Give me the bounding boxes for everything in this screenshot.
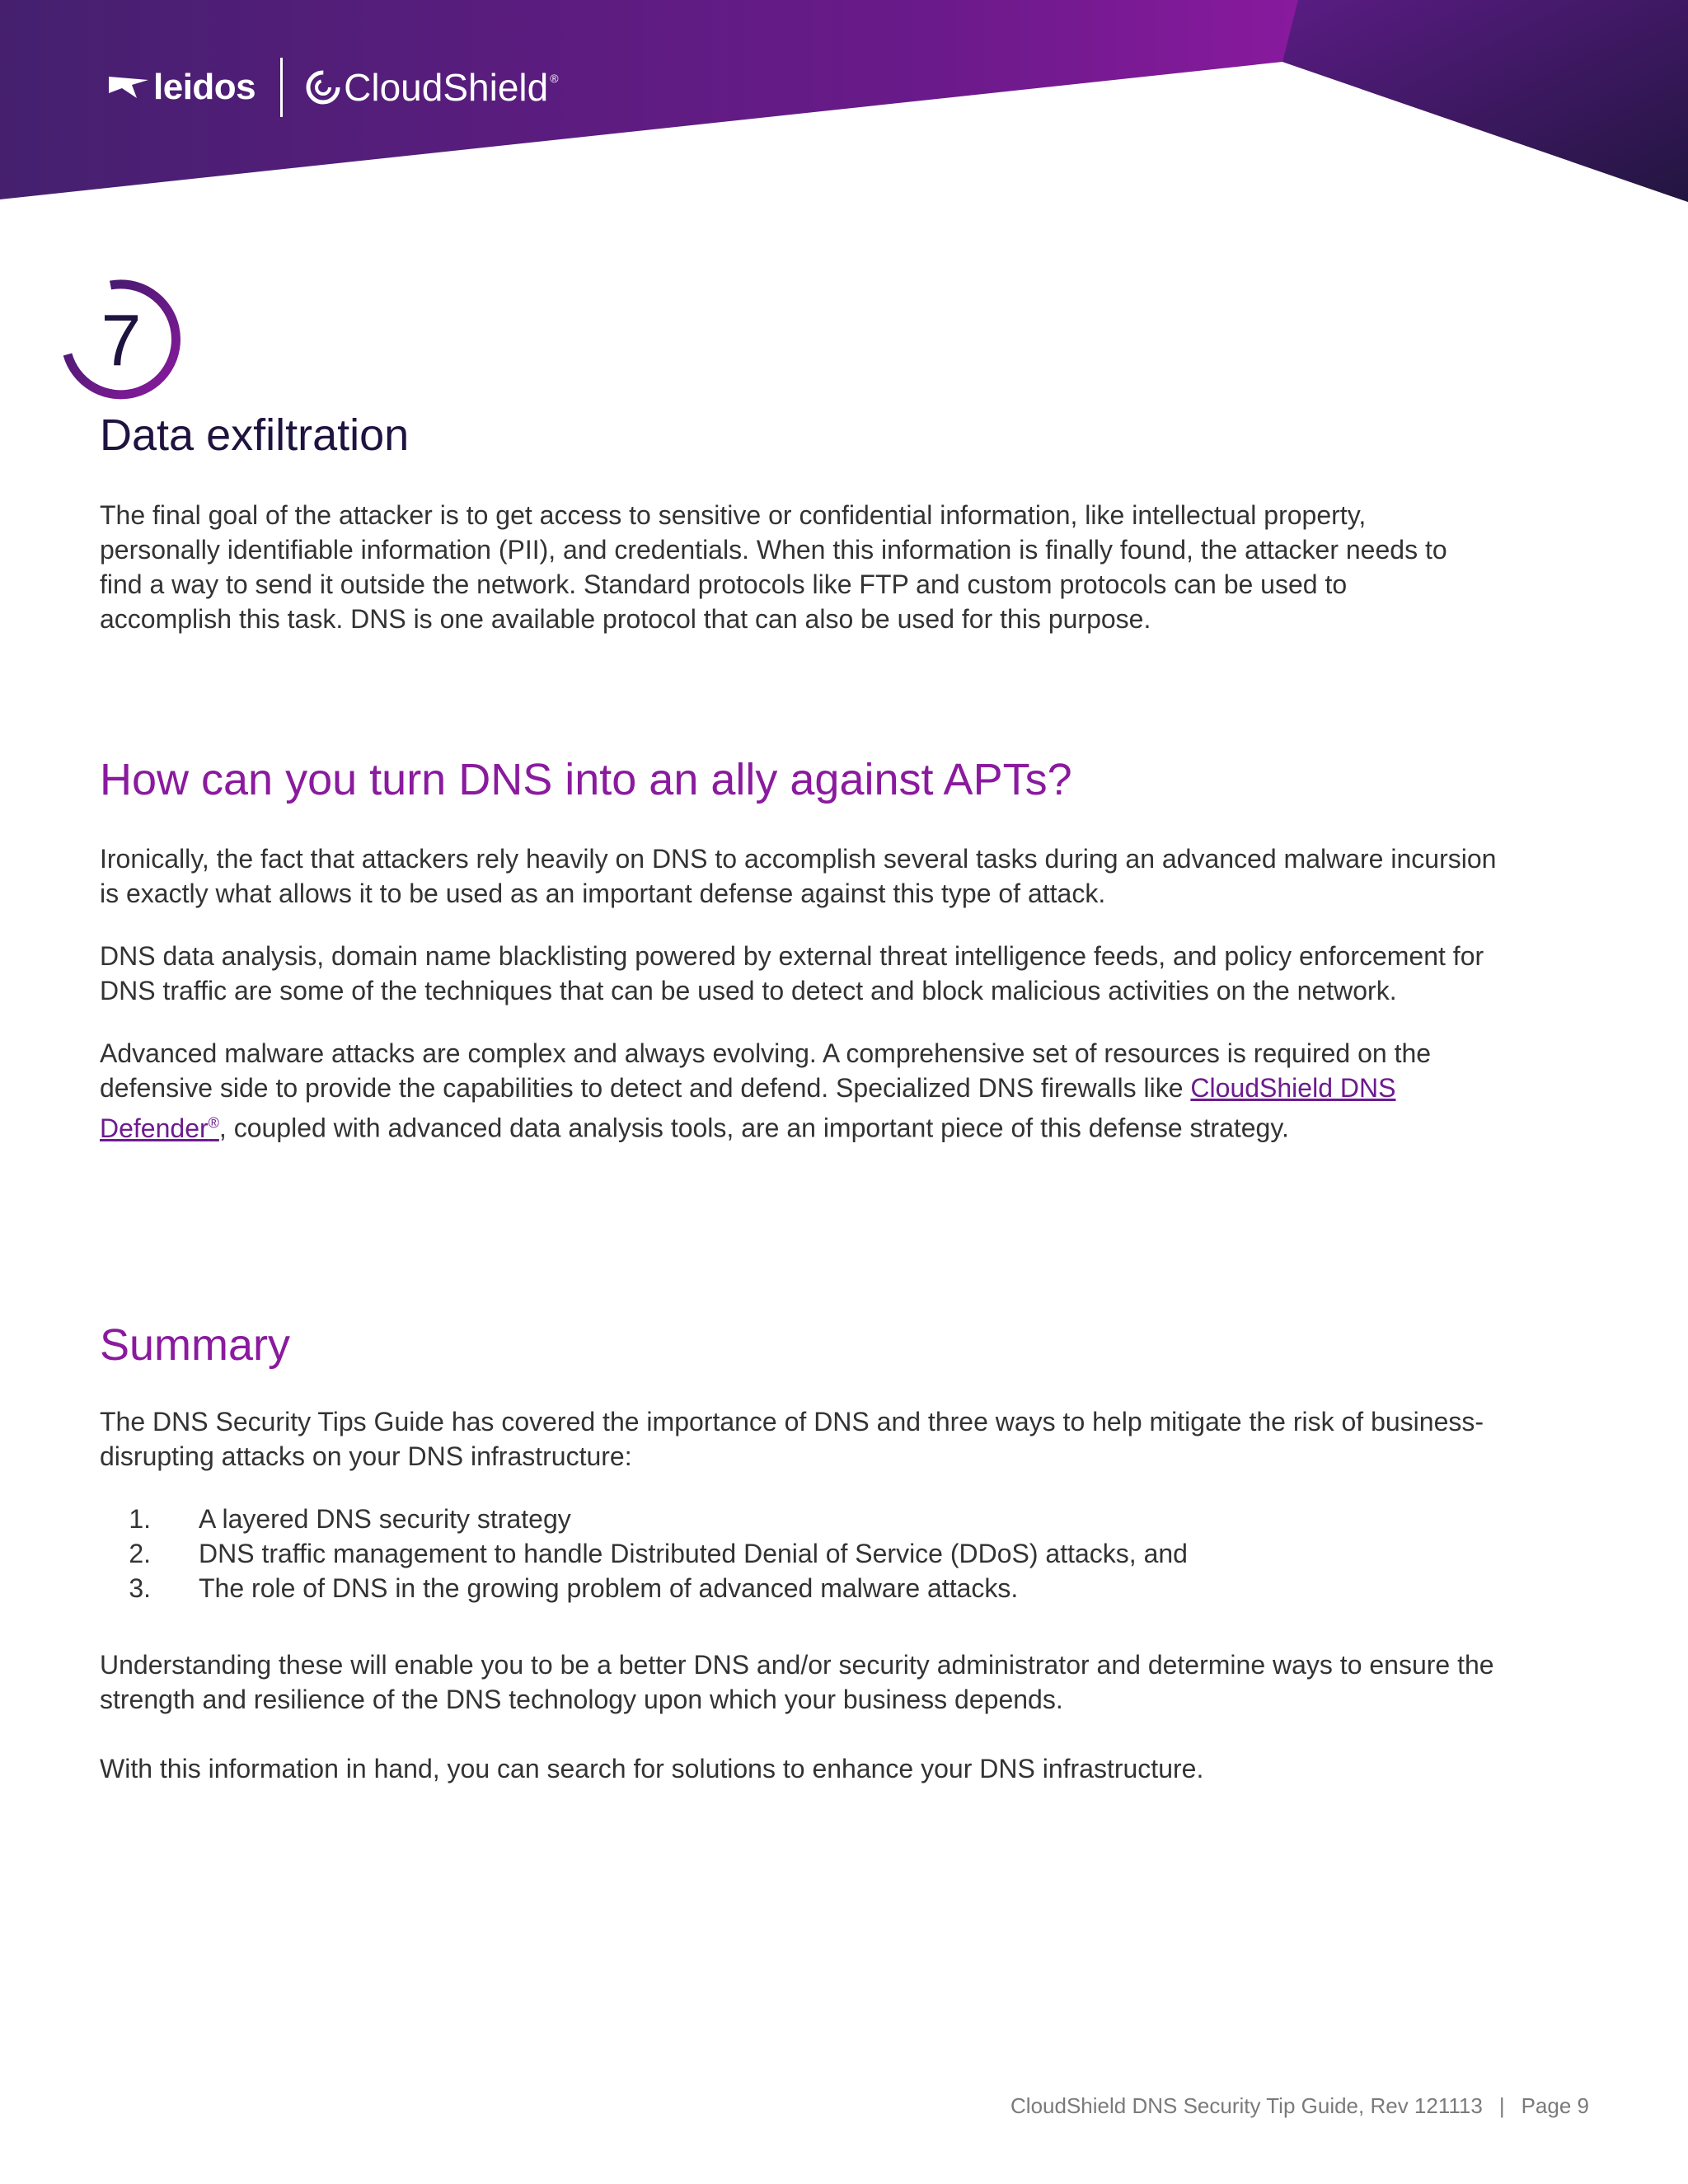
paragraph-line: strength and resilience of the DNS technology upon which your business depends. (100, 1685, 1063, 1714)
link-registered-mark[interactable]: ® (208, 1114, 219, 1131)
section-title: Data exfiltration (100, 410, 410, 460)
cloudshield-signal-icon (304, 68, 342, 106)
link-text[interactable]: CloudShield DNS (1190, 1073, 1396, 1103)
summary-intro (100, 1404, 1583, 1474)
footer-page-number: Page 9 (1521, 2093, 1589, 2118)
paragraph-line: Ironically, the fact that attackers rely heavily on DNS to accomplish several tasks during an advanced malware incursion (100, 844, 1497, 874)
exfiltration-paragraph (100, 498, 1583, 636)
paragraph-line: DNS data analysis, domain name blacklisting powered by external threat intelligence feeds, and policy enforcement for (100, 941, 1484, 971)
paragraph-line: , coupled with advanced data analysis tools, are an important piece of this defense strategy. (218, 1113, 1289, 1143)
summary-closing: With this information in hand, you can search for solutions to enhance your DNS infrastructure. (100, 1754, 1204, 1783)
cloudshield-registered-mark: ® (550, 71, 559, 85)
footer-separator: | (1498, 2093, 1505, 2118)
list-item-text: A layered DNS security strategy (199, 1504, 571, 1534)
logo-divider (280, 58, 283, 117)
ally-heading: How can you turn DNS into an ally against APTs? (100, 755, 1072, 804)
summary-list (100, 1502, 1188, 1605)
step-number: 7 (101, 299, 142, 381)
summary-conclusion (100, 1647, 1583, 1717)
cloudshield-logo (304, 65, 558, 110)
list-item-text: The role of DNS in the growing problem of advanced malware attacks. (199, 1573, 1019, 1603)
leidos-wordmark: leidos (153, 66, 256, 107)
summary-heading: Summary (100, 1320, 291, 1370)
list-item-number: 2. (129, 1539, 151, 1568)
ally-paragraph-2 (100, 939, 1583, 1008)
step-badge (59, 279, 183, 402)
paragraph-line: accomplish this task. DNS is one available protocol that can also be used for this purpose. (100, 604, 1151, 634)
paragraph-line: The final goal of the attacker is to get access to sensitive or confidential information, like intellectual property, (100, 500, 1367, 530)
paragraph-line: disrupting attacks on your DNS infrastructure: (100, 1441, 632, 1471)
list-item-number: 3. (129, 1573, 151, 1603)
leidos-flag-icon (107, 75, 150, 100)
ally-paragraph-3 (100, 1036, 1583, 1146)
logo-row (107, 56, 559, 118)
leidos-logo (107, 67, 256, 108)
paragraph-line: Understanding these will enable you to be a better DNS and/or security administrator and determine ways to ensure the (100, 1650, 1494, 1680)
page-footer (1010, 2093, 1589, 2119)
cloudshield-wordmark: CloudShield (344, 65, 549, 109)
paragraph-line: is exactly what allows it to be used as an important defense against this type of attack. (100, 879, 1106, 908)
paragraph-line: Advanced malware attacks are complex and always evolving. A comprehensive set of resources is required on the (100, 1038, 1432, 1068)
paragraph-line: The DNS Security Tips Guide has covered the importance of DNS and three ways to help mitigate the risk of business- (100, 1407, 1484, 1436)
ally-paragraph-1 (100, 841, 1583, 911)
paragraph-line: DNS traffic are some of the techniques that can be used to detect and block malicious activities on the network. (100, 976, 1397, 1005)
list-item-number: 1. (129, 1504, 151, 1534)
list-item-text: DNS traffic management to handle Distributed Denial of Service (DDoS) attacks, and (199, 1539, 1188, 1568)
paragraph-line: defensive side to provide the capabilities to detect and defend. Specialized DNS firewalls like (100, 1073, 1191, 1103)
paragraph-line: personally identifiable information (PII), and credentials. When this information is finally found, the attacker needs to (100, 535, 1447, 565)
list-item (100, 1571, 1188, 1605)
list-item (100, 1536, 1188, 1571)
footer-doc-title: CloudShield DNS Security Tip Guide, Rev 121113 (1010, 2093, 1483, 2118)
list-item (100, 1502, 1188, 1536)
paragraph-line: find a way to send it outside the network. Standard protocols like FTP and custom protocols can be used to (100, 569, 1348, 599)
link-text[interactable]: Defender (100, 1113, 209, 1143)
